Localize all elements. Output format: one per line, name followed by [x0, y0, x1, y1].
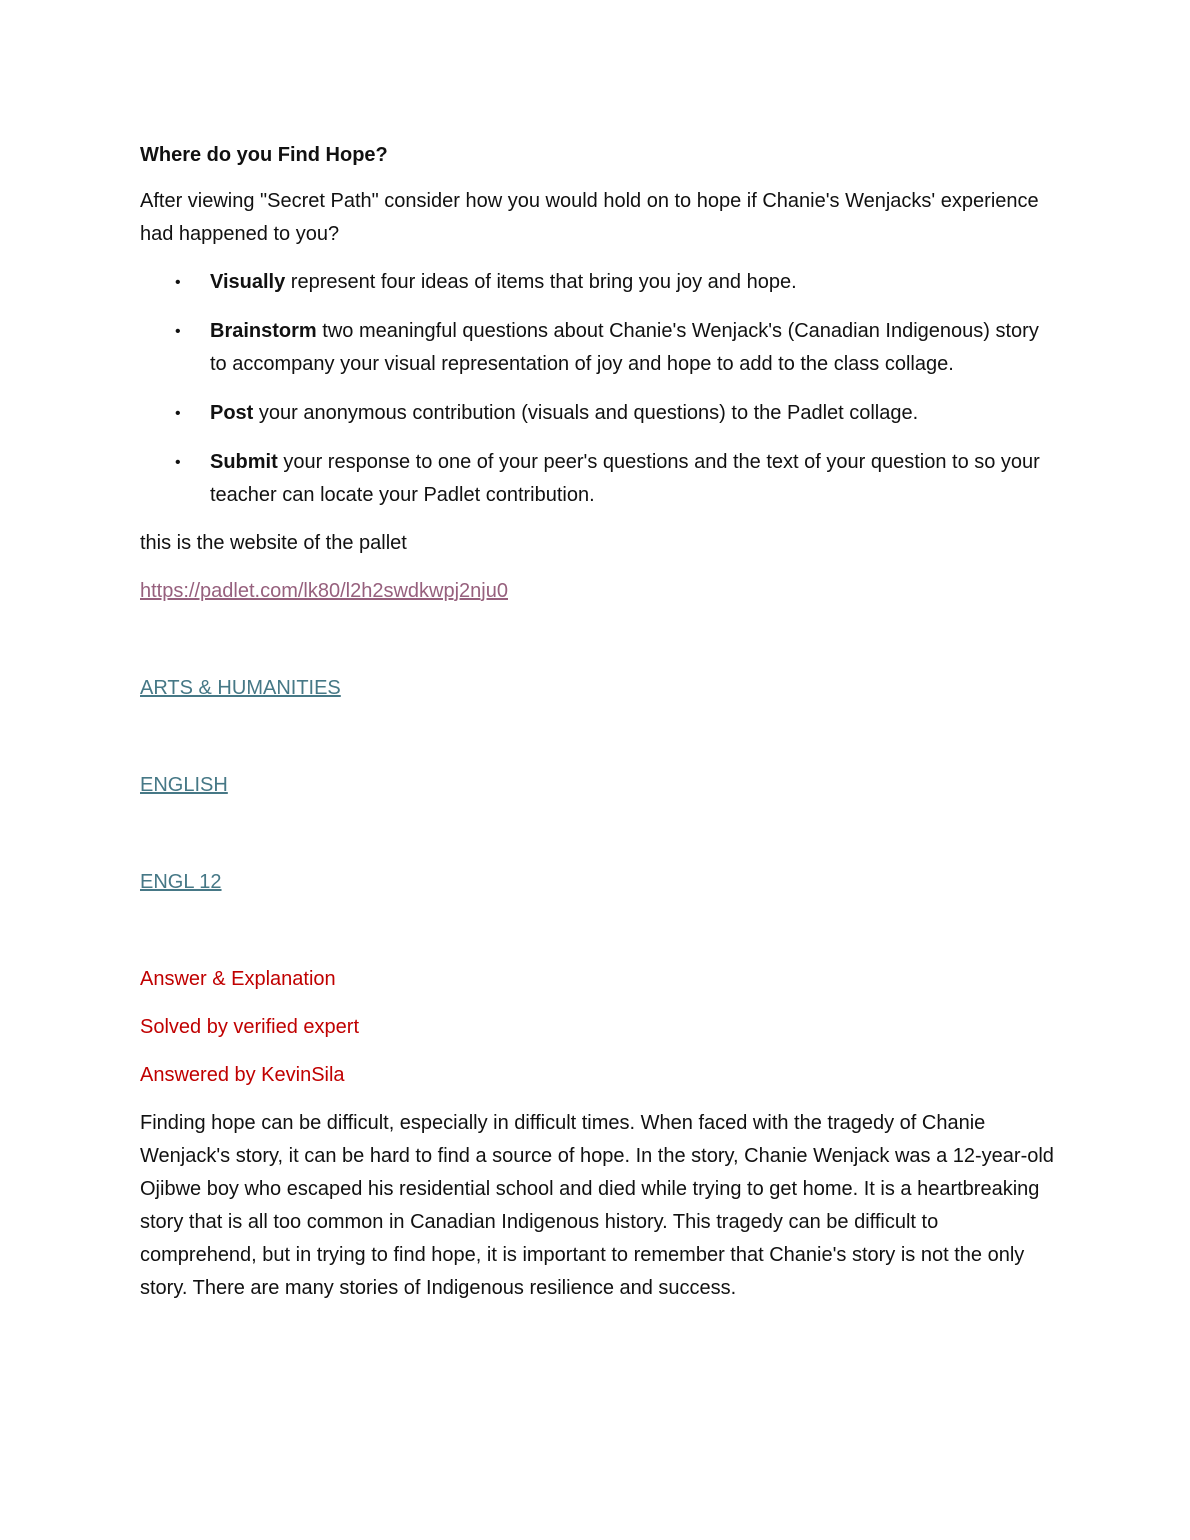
- task-text: your response to one of your peer's questions and the text of your question to so your teacher can locate your Padlet contribution.: [210, 451, 1040, 506]
- solved-by-label: Solved by verified expert: [140, 1016, 360, 1038]
- website-label: this is the website of the pallet: [140, 532, 407, 554]
- list-item: [140, 446, 1055, 512]
- nav-link-english[interactable]: ENGLISH: [140, 774, 228, 796]
- task-lead: Brainstorm: [210, 320, 317, 342]
- bullet-icon: •: [175, 405, 181, 422]
- bullet-icon: •: [175, 323, 181, 340]
- list-item: [140, 266, 1055, 299]
- intro-paragraph: After viewing "Secret Path" consider how you would hold on to hope if Chanie's Wenjacks' experience had happened to you?: [140, 190, 1039, 245]
- answered-by-label: Answered by KevinSila: [140, 1064, 345, 1086]
- task-lead: Post: [210, 402, 254, 424]
- list-item: [140, 397, 1055, 430]
- answer-title: Answer & Explanation: [140, 968, 336, 990]
- bullet-icon: •: [175, 274, 181, 291]
- task-text: represent four ideas of items that bring you joy and hope.: [285, 271, 797, 293]
- task-text: two meaningful questions about Chanie's Wenjack's (Canadian Indigenous) story to accompany your visual representation of joy and hope to add to the class collage.: [210, 320, 1039, 375]
- padlet-link[interactable]: https://padlet.com/lk80/l2h2swdkwpj2nju0: [140, 580, 508, 602]
- list-item: [140, 315, 1055, 381]
- task-lead: Submit: [210, 451, 278, 473]
- task-lead: Visually: [210, 271, 286, 293]
- nav-link-arts-humanities[interactable]: ARTS & HUMANITIES: [140, 677, 341, 699]
- task-text: your anonymous contribution (visuals and questions) to the Padlet collage.: [253, 402, 919, 424]
- task-list: [140, 266, 1055, 512]
- bullet-icon: •: [175, 454, 181, 471]
- answer-body: Finding hope can be difficult, especially in difficult times. When faced with the tragedy of Chanie Wenjack's story, it can be hard to find a source of hope. In the story, Chanie Wenjack was a 12-year-old Ojibwe boy who escaped his residential school and died while trying to get home. It is a heartbreaking story that is all too common in Canadian Indigenous history. This tragedy can be difficult to comprehend, but in trying to find hope, it is important to remember that Chanie's story is not the only story. There are many stories of Indigenous resilience and success.: [140, 1112, 1054, 1299]
- page-title: Where do you Find Hope?: [140, 144, 388, 166]
- document-page: [140, 140, 1055, 1320]
- nav-link-engl-12[interactable]: ENGL 12: [140, 871, 222, 893]
